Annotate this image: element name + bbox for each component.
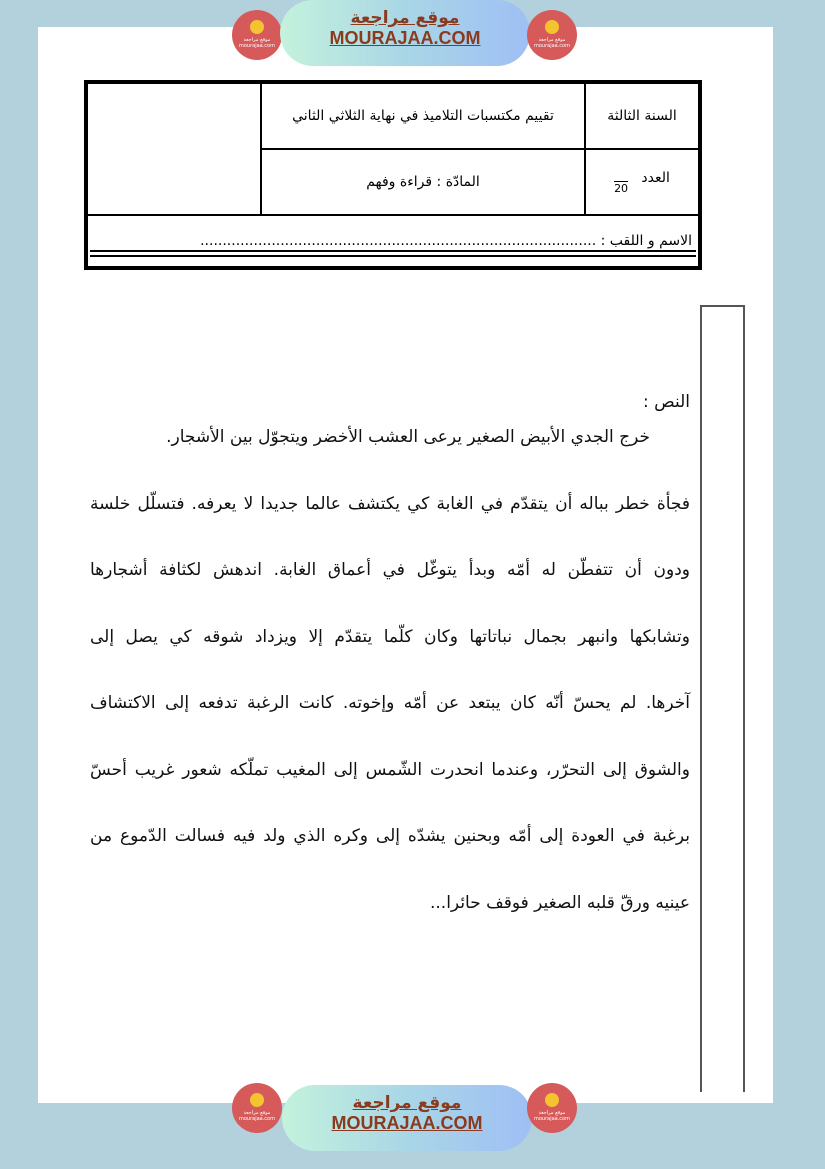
banner-site[interactable]: MOURAJAA.COM	[331, 1113, 483, 1133]
logo-url: mourajaa.com	[238, 1116, 275, 1122]
book-icon	[545, 1093, 559, 1107]
subject-cell: المادّة : قراءة وفهم	[261, 149, 585, 215]
text-line: والشوق إلى التحرّر، وعندما انحدرت الشّمس إلى المغيب تملّكه شعور غريب أحسّ	[90, 759, 690, 780]
site-logo[interactable]	[232, 1083, 282, 1133]
site-logo[interactable]	[527, 1083, 577, 1133]
site-banner-top[interactable]	[280, 0, 530, 66]
double-divider	[90, 250, 696, 257]
logo-text: موقع مراجعة	[243, 37, 271, 43]
text-line: خرج الجدي الأبيض الصغير يرعى العشب الأخضر ويتجوّل بين الأشجار.	[166, 427, 650, 447]
banner-arabic: موقع مراجعة	[352, 1093, 462, 1113]
title-cell: تقييم مكتسبات التلاميذ في نهاية الثلاثي الثاني	[261, 82, 585, 149]
text-line: فجأة خطر بباله أن يتقدّم في الغابة كي يكتشف عالما جديدا لا يعرفه. فتسلّل خلسة	[90, 493, 690, 514]
logo-text: موقع مراجعة	[243, 1110, 271, 1116]
book-icon	[250, 20, 264, 34]
blank-cell	[86, 82, 261, 215]
score-total: 20	[614, 181, 629, 195]
banner-site[interactable]: MOURAJAA.COM	[329, 28, 481, 48]
text-line: آخرها. لم يحسّ أنّه كان يبتعد عن أمّه وإخوته. كانت الرغبة تدفعه إلى الاكتشاف	[90, 693, 690, 713]
header-table	[84, 80, 702, 270]
reading-text	[90, 392, 690, 954]
score-label: العدد	[641, 169, 670, 186]
score-cell	[585, 149, 700, 215]
banner-arabic: موقع مراجعة	[350, 8, 460, 28]
logo-url: mourajaa.com	[533, 43, 570, 49]
text-line: برغبة في العودة إلى أمّه وبحنين يشدّه إلى وكره الذي ولد فيه فسالت الدّموع من	[90, 826, 690, 846]
text-heading: النص :	[643, 392, 690, 412]
book-icon	[250, 1093, 264, 1107]
logo-text: موقع مراجعة	[538, 37, 566, 43]
logo-text: موقع مراجعة	[538, 1110, 566, 1116]
text-line: وتشابكها وانبهر بجمال نباتاتها وكان كلّما يتقدّم إلا ويزداد شوقه كي يصل إلى	[90, 626, 690, 647]
margin-box	[700, 305, 745, 1092]
site-logo[interactable]	[232, 10, 282, 60]
text-line: ودون أن تتفطّن له أمّه وبدأ يتوغّل في أعماق الغابة. اندهش لكثافة أشجارها	[90, 560, 690, 580]
year-cell: السنة الثالثة	[585, 82, 700, 149]
book-icon	[545, 20, 559, 34]
logo-url: mourajaa.com	[238, 43, 275, 49]
text-line: عينيه ورقّ قلبه الصغير فوقف حائرا...	[430, 892, 690, 913]
site-logo[interactable]	[527, 10, 577, 60]
site-banner-bottom[interactable]	[282, 1085, 532, 1151]
logo-url: mourajaa.com	[533, 1116, 570, 1122]
name-field[interactable]: الاسم و اللقب : .........................................................................................	[86, 215, 700, 268]
